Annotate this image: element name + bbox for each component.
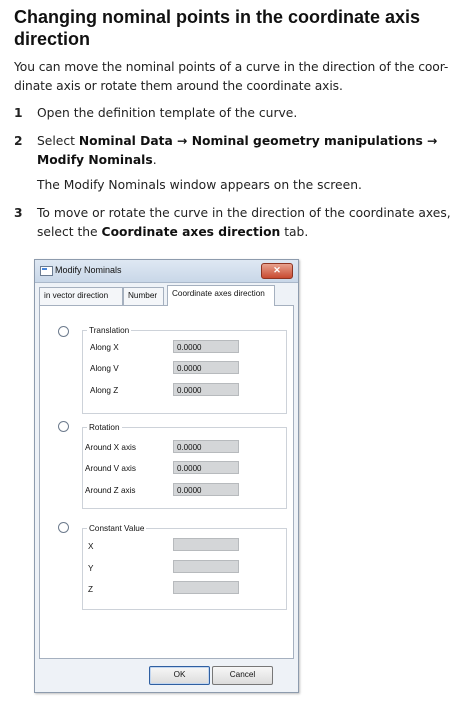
constant-x-label: X (88, 542, 94, 551)
tab-number[interactable]: Number (123, 287, 164, 305)
along-z-label: Along Z (90, 386, 119, 395)
step-text: To move or rotate the curve in the direction of the coordinate axes, select the (37, 206, 451, 239)
along-x-label: Along X (90, 343, 119, 352)
rotation-radio[interactable] (58, 421, 69, 432)
dialog-titlebar (35, 260, 298, 283)
along-v-field[interactable]: 0.0000 (173, 361, 239, 374)
around-v-field[interactable]: 0.0000 (173, 461, 239, 474)
tab-panel (39, 305, 294, 659)
ok-button[interactable]: OK (149, 666, 210, 685)
constant-z-label: Z (88, 585, 94, 594)
around-z-field[interactable]: 0.0000 (173, 483, 239, 496)
step-text: Open the definition template of the curve. (37, 106, 298, 120)
intro-paragraph: You can move the nominal points of a curve in the direction of the coor-dinate axis or rotate them around the coordinate axis. (14, 60, 449, 93)
around-x-field[interactable]: 0.0000 (173, 440, 239, 453)
tab-name: Coordinate axes direction (101, 225, 281, 239)
constant-x-field[interactable] (173, 538, 239, 551)
step-text: Select (37, 134, 79, 148)
cancel-button[interactable]: Cancel (212, 666, 273, 685)
window-icon (40, 266, 53, 276)
along-v-label: Along V (90, 364, 119, 373)
constant-y-field[interactable] (173, 560, 239, 573)
step-number: 2 (14, 134, 23, 148)
around-x-label: Around X axis (85, 443, 136, 452)
constant-value-radio[interactable] (58, 522, 69, 533)
constant-value-title: Constant Value (89, 524, 145, 533)
tab-coordinate-axes-direction[interactable]: Coordinate axes direction (167, 285, 275, 306)
around-v-label: Around V axis (85, 464, 136, 473)
step-text-end: . (152, 153, 157, 167)
around-z-label: Around Z axis (85, 486, 136, 495)
along-x-field[interactable]: 0.0000 (173, 340, 239, 353)
page-heading: Changing nominal points in the coordinate axis direction (14, 7, 421, 49)
rotation-title: Rotation (89, 423, 120, 432)
step-number: 3 (14, 206, 23, 220)
step-subtext: The Modify Nominals window appears on the screen. (37, 178, 362, 192)
along-z-field[interactable]: 0.0000 (173, 383, 239, 396)
close-button[interactable]: ✕ (261, 263, 293, 279)
translation-radio[interactable] (58, 326, 69, 337)
menu-path: Nominal Data → Nominal geometry manipulations → Modify Nominals (37, 134, 438, 167)
constant-y-label: Y (88, 564, 94, 573)
tab-in-vector-direction[interactable]: in vector direction (39, 287, 123, 305)
step-text-end: tab. (280, 225, 309, 239)
step-number: 1 (14, 106, 23, 120)
constant-z-field[interactable] (173, 581, 239, 594)
modify-nominals-dialog (34, 259, 299, 693)
dialog-title: Modify Nominals (55, 265, 122, 275)
translation-title: Translation (89, 326, 130, 335)
